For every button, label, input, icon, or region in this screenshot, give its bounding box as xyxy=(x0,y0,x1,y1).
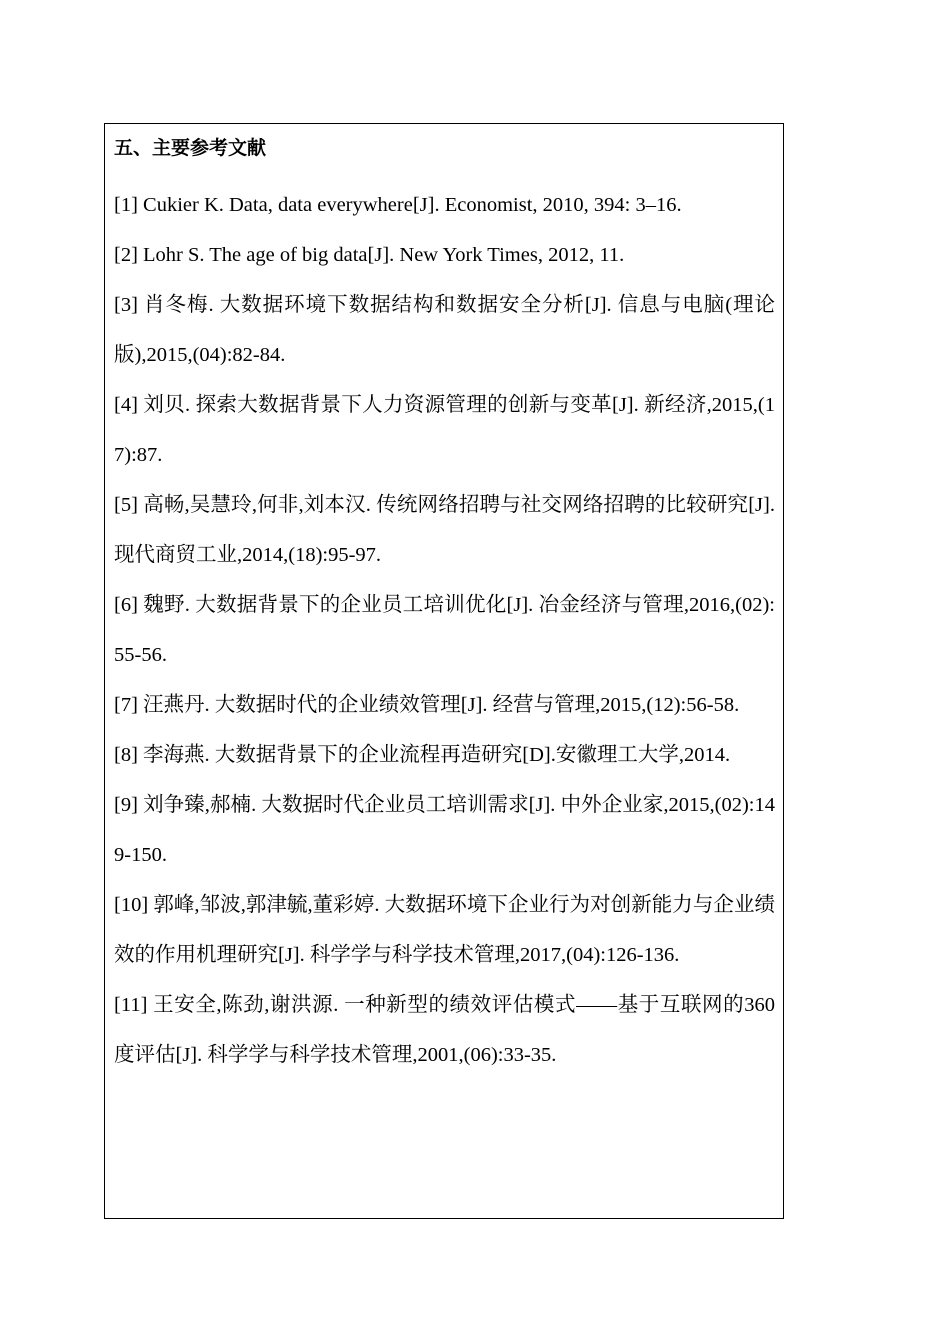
section-heading: 五、主要参考文献 xyxy=(114,137,267,159)
reference-item: [1] Cukier K. Data, data everywhere[J]. Economist, 2010, 394: 3–16. xyxy=(114,194,682,216)
reference-item: [6] 魏野. 大数据背景下的企业员工培训优化[J]. 冶金经济与管理,2016,(02):55-56. xyxy=(114,594,775,666)
reference-item: [4] 刘贝. 探索大数据背景下人力资源管理的创新与变革[J]. 新经济,2015,(17):87. xyxy=(114,394,775,466)
reference-item: [8] 李海燕. 大数据背景下的企业流程再造研究[D].安徽理工大学,2014. xyxy=(114,744,731,766)
reference-item: [7] 汪燕丹. 大数据时代的企业绩效管理[J]. 经营与管理,2015,(12):56-58. xyxy=(114,694,740,716)
reference-item: [11] 王安全,陈劲,谢洪源. 一种新型的绩效评估模式——基于互联网的360度评估[J]. 科学学与科学技术管理,2001,(06):33-35. xyxy=(114,994,775,1066)
reference-item: [5] 高畅,吴慧玲,何非,刘本汉. 传统网络招聘与社交网络招聘的比较研究[J]. 现代商贸工业,2014,(18):95-97. xyxy=(114,494,775,566)
references-box xyxy=(104,123,784,1219)
reference-list xyxy=(114,180,775,1080)
reference-item: [9] 刘争臻,郝楠. 大数据时代企业员工培训需求[J]. 中外企业家,2015,(02):149-150. xyxy=(114,794,775,866)
reference-item: [2] Lohr S. The age of big data[J]. New York Times, 2012, 11. xyxy=(114,244,625,266)
reference-item: [3] 肖冬梅. 大数据环境下数据结构和数据安全分析[J]. 信息与电脑(理论版),2015,(04):82-84. xyxy=(114,294,775,366)
reference-item: [10] 郭峰,邹波,郭津毓,董彩婷. 大数据环境下企业行为对创新能力与企业绩效的作用机理研究[J]. 科学学与科学技术管理,2017,(04):126-136. xyxy=(114,894,775,966)
